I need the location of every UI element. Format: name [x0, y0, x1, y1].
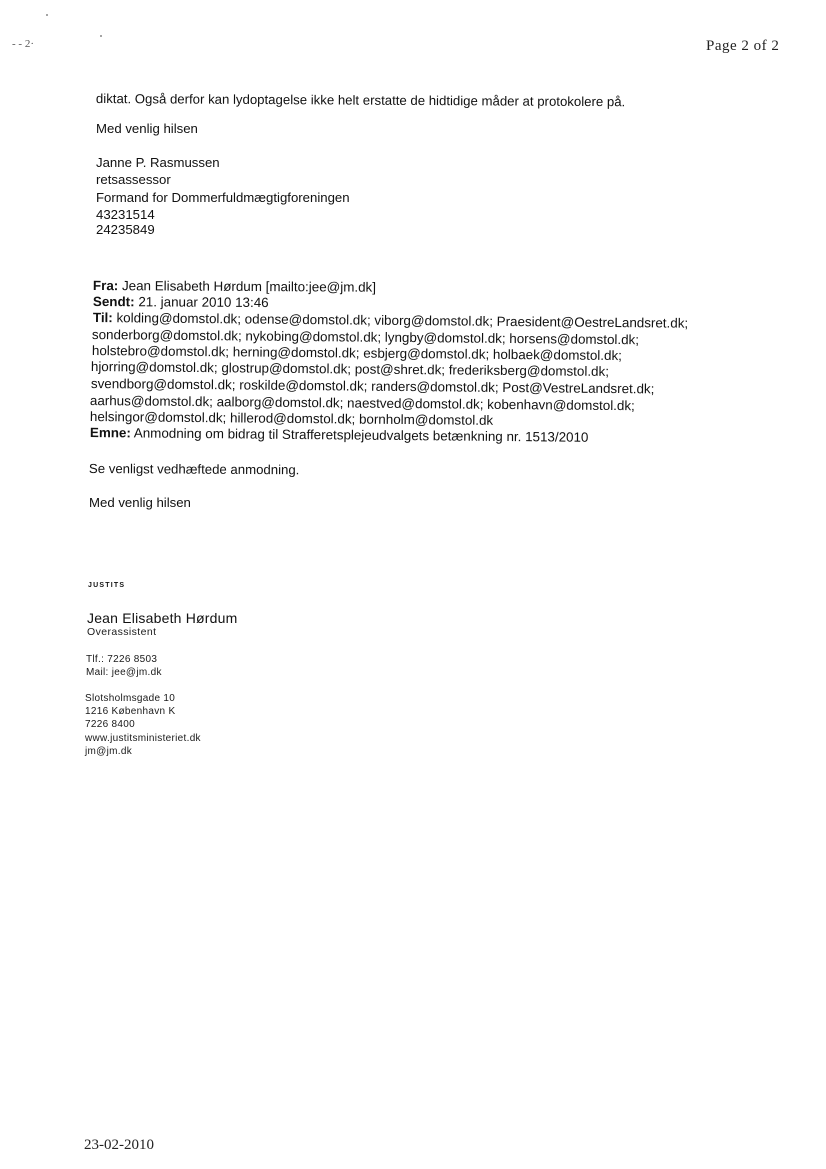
- signature-phone-1: 43231514: [96, 207, 155, 222]
- email-body: Se venligst vedhæftede anmodning.: [88, 461, 300, 478]
- email-to-continued: hjorring@domstol.dk; glostrup@domstol.dk; post@shret.dk; frederiksberg@domstol.dk;: [90, 359, 610, 379]
- email-to-continued: aarhus@domstol.dk; aalborg@domstol.dk; naestved@domstol.dk; kobenhavn@domstol.dk;: [89, 393, 635, 414]
- footer-date: 23-02-2010: [84, 1137, 154, 1153]
- email-to-continued: svendborg@domstol.dk; roskilde@domstol.dk; randers@domstol.dk; Post@VestreLandsret.dk;: [90, 376, 655, 397]
- signature-title: retsassessor: [96, 172, 171, 187]
- email-sent: [93, 294, 269, 311]
- from-label: Fra:: [92, 278, 119, 294]
- letter-greeting: Med venlig hilsen: [96, 121, 198, 136]
- sent-value: 21. januar 2010 13:46: [138, 294, 269, 311]
- address-street: Slotsholmsgade 10: [85, 693, 176, 704]
- page-number: Page 2 of 2: [706, 38, 780, 54]
- sender-name: Jean Elisabeth Hørdum: [87, 610, 238, 626]
- email-to-continued: holstebro@domstol.dk; herning@domstol.dk; esbjerg@domstol.dk; holbaek@domstol.dk;: [91, 343, 622, 364]
- signature-phone-2: 24235849: [96, 222, 155, 237]
- letter-closing-paragraph: diktat. Også derfor kan lydoptagelse ikke helt erstatte de hidtidige måder at protokolere på.: [95, 91, 626, 110]
- ministry-logo-text: JUSTITS: [88, 582, 126, 589]
- from-value: Jean Elisabeth Hørdum [mailto:jee@jm.dk]: [121, 278, 377, 295]
- sender-title: Overassistent: [87, 626, 157, 638]
- subject-label: Emne:: [89, 425, 131, 441]
- email-to-continued: helsingor@domstol.dk; hillerod@domstol.dk; bornholm@domstol.dk: [89, 409, 494, 428]
- sent-label: Sendt:: [92, 294, 135, 310]
- scan-speck: [100, 35, 102, 37]
- address-postal: 1216 København K: [85, 706, 176, 717]
- to-line: kolding@domstol.dk; odense@domstol.dk; viborg@domstol.dk; Praesident@OestreLandsret.dk;: [116, 310, 689, 331]
- email-from: [93, 278, 376, 296]
- sender-phone: Tlf.: 7226 8503: [86, 654, 158, 665]
- address-website: www.justitsministeriet.dk: [85, 733, 201, 744]
- signature-organization: Formand for Dommerfuldmægtigforeningen: [96, 190, 350, 205]
- address-phone: 7226 8400: [85, 719, 135, 730]
- sender-mail: Mail: jee@jm.dk: [86, 667, 162, 678]
- scan-mark: - - 2·: [12, 38, 34, 50]
- scan-speck: [46, 14, 48, 16]
- signature-name: Janne P. Rasmussen: [96, 155, 220, 170]
- email-subject: [90, 425, 589, 446]
- to-label: Til:: [92, 310, 113, 326]
- subject-value: Anmodning om bidrag til Strafferetsplejeudvalgets betænkning nr. 1513/2010: [133, 425, 589, 445]
- email-to-continued: sonderborg@domstol.dk; nykobing@domstol.dk; lyngby@domstol.dk; horsens@domstol.dk;: [91, 327, 640, 348]
- email-greeting: Med venlig hilsen: [89, 495, 191, 510]
- address-email: jm@jm.dk: [85, 746, 132, 757]
